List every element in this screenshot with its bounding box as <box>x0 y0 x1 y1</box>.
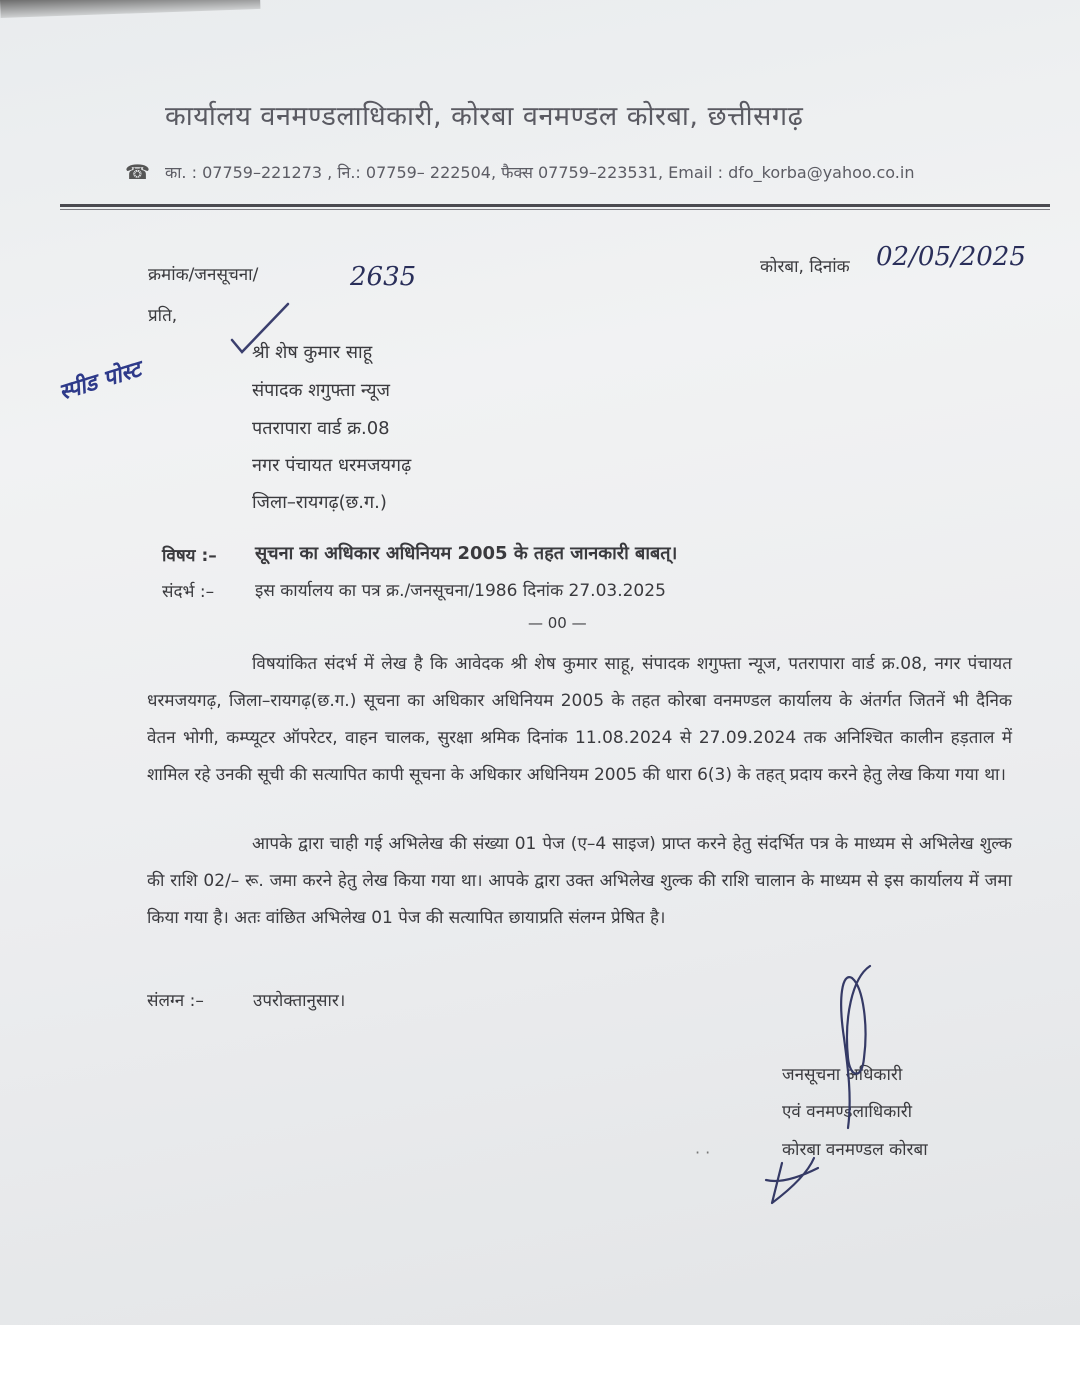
addressee-name: श्री शेष कुमार साहू <box>252 342 373 363</box>
contact-line: का. : 07759–221273 , नि.: 07759– 222504, फैक्स 07759–223531, Email : dfo_korba@yahoo.co.in <box>165 163 915 182</box>
section-divider: — 00 — <box>528 614 587 632</box>
header-rule-thin <box>60 209 1050 210</box>
signatory-title: कोरबा वनमण्डल कोरबा <box>782 1140 928 1160</box>
reference-number-label: क्रमांक/जनसूचना/ <box>148 265 259 285</box>
speed-post-stamp: स्पीड पोस्ट <box>55 356 144 406</box>
date-label: कोरबा, दिनांक <box>760 257 850 277</box>
addressee-line: जिला–रायगढ़(छ.ग.) <box>252 492 387 513</box>
header-rule <box>60 204 1050 207</box>
reference-number-handwritten: 2635 <box>350 262 417 292</box>
paper-fold-shadow <box>0 0 260 18</box>
addressee-line: पतरापारा वार्ड क्र.08 <box>252 418 390 439</box>
to-label: प्रति, <box>148 306 178 326</box>
handwritten-signature <box>752 958 892 1218</box>
ink-dots: · · <box>695 1143 711 1162</box>
reference-text: इस कार्यालय का पत्र क्र./जनसूचना/1986 दिनांक 27.03.2025 <box>255 581 666 601</box>
date-handwritten: 02/05/2025 <box>876 242 1026 272</box>
phone-icon: ☎ <box>125 160 150 184</box>
body-paragraph: विषयांकित संदर्भ में लेख है कि आवेदक श्री शेष कुमार साहू, संपादक शगुफ्ता न्यूज, पतरापारा वार्ड क्र.08, नगर पंचायत धरमजयगढ़, जिला–रायगढ़(छ.ग.) सूचना का अधिकार अधिनियम 2005 के तहत कोरबा वनमण्डल कार्यालय के अंतर्गत जितनें भी दैनिक वेतन भोगी, कम्प्यूटर ऑपरेटर, वाहन चालक, सुरक्षा श्रमिक दिनांक 11.08.2024 से 27.09.2024 तक अनिश्चित कालीन हड़ताल में शामिल रहे उनकी सूची की सत्यापित कापी सूचना के अधिकार अधिनियम 2005 की धारा 6(3) के तहत् प्रदाय करने हेतु लेख किया गया था। <box>147 654 1012 785</box>
addressee-line: नगर पंचायत धरमजयगढ़ <box>252 455 412 476</box>
body-paragraph: आपके द्वारा चाही गई अभिलेख की संख्या 01 पेज (ए–4 साइज) प्राप्त करने हेतु संदर्भित पत्र के माध्यम से अभिलेख शुल्क की राशि 02/– रू. जमा करने हेतु लेख किया गया था। आपके द्वारा उक्त अभिलेख शुल्क की राशि चालान के माध्यम से इस कार्यालय में जमा किया गया है। अतः वांछित अभिलेख 01 पेज की सत्यापित छायाप्रति संलग्न प्रेषित है। <box>147 834 1012 928</box>
reference-label: संदर्भ :– <box>162 582 215 602</box>
signatory-title: जनसूचना अधिकारी <box>782 1065 903 1085</box>
enclosure-label: संलग्न :– <box>147 991 204 1011</box>
addressee-line: संपादक शगुफ्ता न्यूज <box>252 380 390 401</box>
subject-label: विषय :– <box>162 546 217 566</box>
subject-text: सूचना का अधिकार अधिनियम 2005 के तहत जानकारी बाबत्। <box>255 543 678 564</box>
office-title: कार्यालय वनमण्डलाधिकारी, कोरबा वनमण्डल कोरबा, छत्तीसगढ़ <box>165 101 804 132</box>
signatory-title: एवं वनमण्डलाधिकारी <box>782 1102 913 1122</box>
enclosure-text: उपरोक्तानुसार। <box>253 991 346 1011</box>
